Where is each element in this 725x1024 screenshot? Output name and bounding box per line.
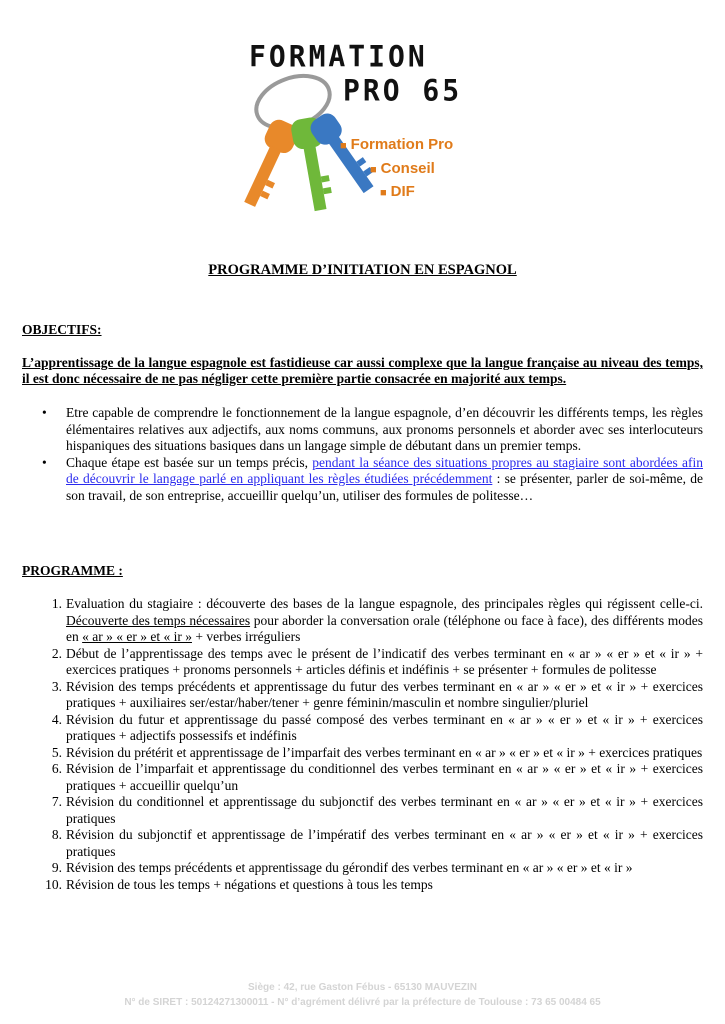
bullet-text: Chaque étape est basée sur un temps précis, [66, 454, 313, 470]
bullet-icon: • [42, 454, 47, 470]
step-text: Révision du subjonctif et apprentissage de l’impératif des verbes terminant en « ar » « er » et « ir » + exercices pratiques [66, 827, 703, 859]
logo-item-dif: ■ DIF [380, 183, 415, 200]
list-item [22, 860, 703, 877]
step-number: 6. [51, 761, 62, 776]
step-number: 1. [51, 596, 62, 611]
step-number: 3. [51, 678, 62, 694]
list-item [22, 596, 703, 646]
list-item [22, 405, 703, 455]
list-item [22, 794, 703, 827]
programme-list [22, 596, 703, 893]
list-item [22, 827, 703, 860]
bullet-text: : se présenter, parler de soi-même, de son travail, de son entreprise, accueillir quelqu’un, utiliser des formules de politesse… [66, 471, 703, 503]
step-text: + verbes irréguliers [191, 629, 301, 644]
step-number: 4. [51, 711, 62, 727]
objectifs-heading: OBJECTIFS: [22, 322, 102, 337]
bullet-text: Etre capable de comprendre le fonctionnement de la langue espagnole, d’en découvrir les différents temps, les règles élémentaires relatives aux adjectifs, aux noms communs, aux pronoms personnels et aborder avec ses interlocuteurs hispaniques des situations basiques dans un langage simple de débutant dans un premier temps. [66, 405, 703, 453]
list-item [22, 761, 703, 794]
logo-line-1: FORMATION [249, 39, 428, 74]
step-text: Révision des temps précédents et apprentissage du gérondif des verbes terminant en « ar » « er » et « ir » [66, 860, 633, 875]
step-text: Evaluation du stagiaire : découverte des bases de la langue espagnole, des principales règles qui régissent celle-ci. [66, 596, 703, 611]
step-number: 8. [51, 827, 62, 842]
logo-item-conseil: ■ Conseil [370, 160, 435, 177]
step-number: 7. [51, 794, 62, 809]
step-text: Révision de l’imparfait et apprentissage du conditionnel des verbes terminant en « ar » « er » et « ir » + exercices pratiques + accueillir quelqu’un [66, 761, 703, 793]
logo-item-formation: ■ Formation Pro [340, 136, 454, 153]
list-item [22, 679, 703, 712]
highlighted-link[interactable]: pendant la séance des situations propres au stagiaire sont abordées afin de découvrir le langage parlé en appliquant les règles étudiées précédemment [66, 454, 703, 486]
step-text: Révision des temps précédents et apprentissage du futur des verbes terminant en « ar » « er » et « ir » + exercices pratiques + auxiliaires ser/estar/haber/tener + genre féminin/masculin et nombre singulier/pluriel [66, 678, 703, 710]
step-text: Début de l’apprentissage des temps avec le présent de l’indicatif des verbes terminant en « ar » « er » et « ir » + exercices pratiques + pronoms personnels + articles définis et indéfinis + se présenter + formules de politesse [66, 645, 703, 677]
list-item [22, 646, 703, 679]
objectifs-list [22, 405, 703, 504]
list-item [22, 745, 703, 762]
page-title: PROGRAMME D’INITIATION EN ESPAGNOL [208, 262, 517, 278]
step-text-underlined: Découverte des temps nécessaires [66, 612, 251, 628]
step-text: Révision du futur et apprentissage du passé composé des verbes terminant en « ar » « er » et « ir » + exercices pratiques + adjectifs possessifs et indéfinis [66, 711, 703, 743]
step-text: Révision du conditionnel et apprentissage du subjonctif des verbes terminant en « ar » « er » et « ir » + exercices pratiques [66, 794, 703, 826]
list-item [22, 455, 703, 505]
step-text: Révision de tous les temps + négations et questions à tous les temps [66, 876, 433, 892]
step-number: 10. [45, 876, 62, 892]
step-text-underlined: « ar » « er » et « ir » [82, 629, 192, 644]
company-logo [225, 40, 515, 225]
logo-line-2: PRO 65 [343, 73, 463, 108]
list-item [22, 877, 703, 894]
objectifs-intro: L’apprentissage de la langue espagnole est fastidieuse car aussi complexe que la langue française au niveau des temps, il est donc nécessaire de ne pas négliger cette première partie consacrée en majorité aux temps. [22, 355, 703, 386]
step-text: Révision du prétérit et apprentissage de l’imparfait des verbes terminant en « ar » « er » et « ir » + exercices pratiques [66, 744, 703, 760]
step-number: 5. [51, 744, 62, 760]
footer-siret: N° de SIRET : 50124271300011 - N° d’agrément délivré par la préfecture de Toulouse : 73 65 00484 65 [124, 997, 601, 1008]
list-item [22, 712, 703, 745]
bullet-icon: • [42, 405, 47, 420]
step-number: 9. [51, 860, 62, 875]
step-number: 2. [51, 645, 62, 661]
programme-heading: PROGRAMME : [22, 563, 123, 578]
footer-address: Siège : 42, rue Gaston Fébus - 65130 MAUVEZIN [248, 982, 477, 993]
step-text: pour aborder la conversation orale (téléphone ou face à face), des différents modes en [66, 612, 703, 644]
